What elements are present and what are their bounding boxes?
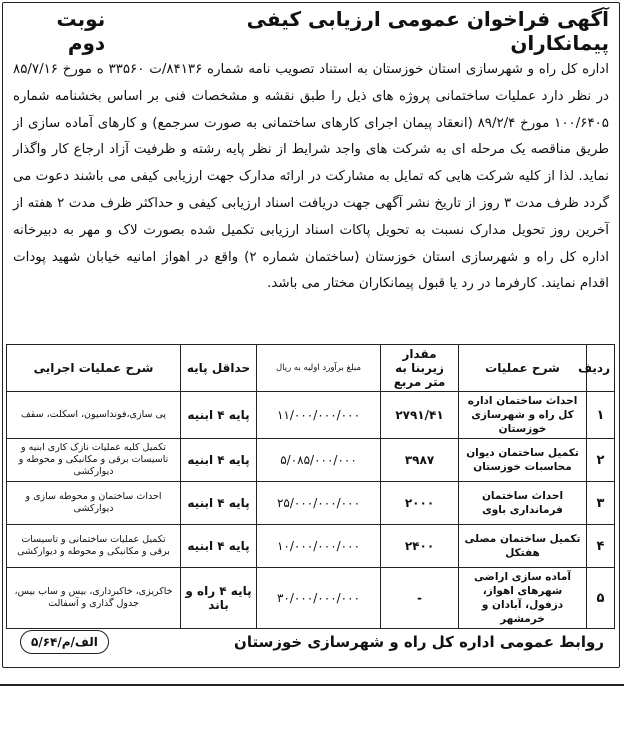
credit-value: ۲۵/۰۰۰/۰۰۰/۰۰۰ <box>257 482 381 525</box>
table-row <box>7 439 615 482</box>
table-row <box>7 392 615 439</box>
table-header-row <box>7 345 615 392</box>
operation-name: تکمیل ساختمان مصلی هفتکل <box>459 525 587 568</box>
publisher-name: روابط عمومی اداره کل راه و شهرسازی خوزستان <box>234 633 604 651</box>
area-value: ۲۷۹۱/۴۱ <box>381 392 459 439</box>
projects-table <box>6 344 615 629</box>
page-divider <box>0 684 624 686</box>
header-description: شرح عملیات اجرایی <box>7 345 181 392</box>
area-value: - <box>381 568 459 629</box>
reference-code: الف/م/۵/۶۴ <box>20 630 109 654</box>
header-area: مقدار زیربنا به متر مربع <box>381 345 459 392</box>
description-value: خاکریزی، خاکبرداری، بیس و ساب بیس، جدول گذاری و آسفالت <box>7 568 181 629</box>
area-value: ۲۴۰۰ <box>381 525 459 568</box>
header-row-index: ردیف <box>587 345 615 392</box>
operation-name: احداث ساختمان اداره کل راه و شهرسازی خوزستان <box>459 392 587 439</box>
header-operation: شرح عملیات <box>459 345 587 392</box>
description-value: تکمیل کلیه عملیات نازک کاری ابنیه و تاسیسات برقی و مکانیکی و محوطه و دیوارکشی <box>7 439 181 482</box>
table-row <box>7 525 615 568</box>
row-index: ۴ <box>587 525 615 568</box>
credit-value: ۱۰/۰۰۰/۰۰۰/۰۰۰ <box>257 525 381 568</box>
ad-footer <box>20 622 604 662</box>
description-value: تکمیل عملیات ساختمانی و تاسیسات برقی و مکانیکی و محوطه و دیوارکشی <box>7 525 181 568</box>
row-index: ۲ <box>587 439 615 482</box>
title-round: نوبت دوم <box>56 7 106 55</box>
operation-name: تکمیل ساختمان دیوان محاسبات خوزستان <box>459 439 587 482</box>
area-value: ۳۹۸۷ <box>381 439 459 482</box>
row-index: ۳ <box>587 482 615 525</box>
row-index: ۱ <box>587 392 615 439</box>
grade-value: پایه ۴ ابنیه <box>181 439 257 482</box>
grade-value: پایه ۴ ابنیه <box>181 525 257 568</box>
area-value: ۲۰۰۰ <box>381 482 459 525</box>
header-credit: مبلغ برآورد اولیه به ریال <box>257 345 381 392</box>
announcement-paragraph: اداره کل راه و شهرسازی استان خوزستان به استناد تصویب نامه شماره ۸۴۱۳۶/ت ۳۳۵۶۰ ه مورخ ۸۵/۷/۱۶ در نظر دارد عملیات ساختمانی پروژه های ذیل را طبق نقشه و مشخصات فنی بر اساس بخشنامه شماره ۱۰۰/۶۴۰۵ مورخ ۸۹/۲/۴ (انعقاد پیمان اجرای کارهای ساختمانی به صورت سرجمع) و کارهای آماده سازی از طریق مناقصه یک مرحله ای به شرکت های واجد شرایط از نظر پایه رشته و ظرفیت آزاد ارجاع کار واگذار نماید. لذا از کلیه شرکت هایی که تمایل به مشارکت در ارائه مدارک جهت ارزیابی کیفی می باشند دعوت می گردد ظرف مدت ۳ روز از تاریخ نشر آگهی جهت دریافت اسناد ارزیابی کیفی و حداکثر ظرف مدت ۲ هفته از آخرین روز تحویل مدارک نسبت به تحویل پاکات اسناد ارزیابی تکمیل شده بصورت لاک و مهر به دبیرخانه اداره کل راه و شهرسازی استان خوزستان (ساختمان شماره ۲) واقع در اهواز امانیه خیابان شهید پودات اقدام نمایند. کارفرما در رد یا قبول پیمانکاران مختار می باشد. <box>13 62 609 292</box>
description-value: پی سازی،فونداسیون، اسکلت، سقف <box>7 392 181 439</box>
operation-name: احداث ساختمان فرمانداری باوی <box>459 482 587 525</box>
credit-value: ۱۱/۰۰۰/۰۰۰/۰۰۰ <box>257 392 381 439</box>
credit-value: ۵/۰۸۵/۰۰۰/۰۰۰ <box>257 439 381 482</box>
operation-name: آماده سازی اراضی شهرهای اهواز، دزفول، آبادان و خرمشهر <box>459 568 587 629</box>
title-main: آگهی فراخوان عمومی ارزیابی کیفی پیمانکاران <box>246 7 609 55</box>
grade-value: پایه ۴ ابنیه <box>181 482 257 525</box>
grade-value: پایه ۴ راه و باند <box>181 568 257 629</box>
credit-value: ۳۰/۰۰۰/۰۰۰/۰۰۰ <box>257 568 381 629</box>
row-index: ۵ <box>587 568 615 629</box>
description-value: احداث ساختمان و محوطه سازی و دیوارکشی <box>7 482 181 525</box>
ad-title <box>13 7 609 55</box>
table-row <box>7 568 615 629</box>
grade-value: پایه ۴ ابنیه <box>181 392 257 439</box>
header-grade: حداقل پایه <box>181 345 257 392</box>
table-row <box>7 482 615 525</box>
